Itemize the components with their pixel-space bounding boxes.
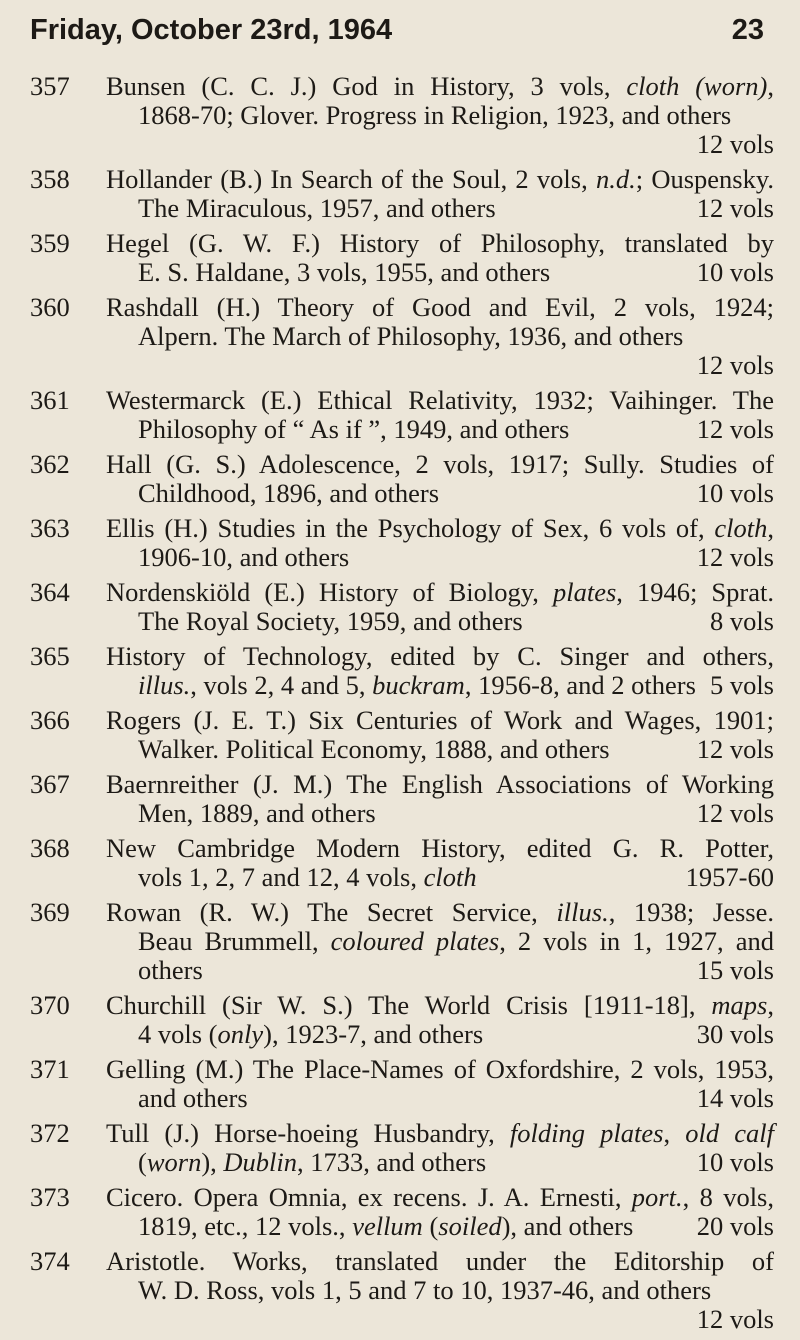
- lot-continuation: Philosophy of “ As if ”, 1949, and others: [138, 414, 570, 444]
- lot-continuation: and others: [138, 1083, 248, 1113]
- lot-line: Ellis (H.) Studies in the Psychology of Sex, 6 vols of, cloth,: [106, 513, 774, 543]
- lot-number: 360: [30, 292, 70, 322]
- lot-description: [106, 1055, 774, 1113]
- lot-number: 363: [30, 513, 70, 543]
- lot-description: [106, 1119, 774, 1177]
- lot-line: 1868-70; Glover. Progress in Religion, 1923, and others: [138, 100, 732, 130]
- lot-number: 361: [30, 385, 70, 415]
- lot-description: [106, 165, 774, 223]
- lot-line: Aristotle. Works, translated under the Editorship of: [106, 1246, 774, 1276]
- lot-line: Baernreither (J. M.) The English Associations of Working: [106, 769, 774, 799]
- lot-line: Cicero. Opera Omnia, ex recens. J. A. Ernesti, port., 8 vols,: [106, 1182, 774, 1212]
- header-date: Friday, October 23rd, 1964: [30, 14, 393, 46]
- lot-line: Alpern. The March of Philosophy, 1936, and others: [138, 321, 684, 351]
- lot-quantity: 1957-60: [685, 862, 774, 892]
- lot-line: Churchill (Sir W. S.) The World Crisis [1911-18], maps,: [106, 990, 774, 1020]
- lot-entry: [30, 898, 774, 985]
- lot-description: [106, 991, 774, 1049]
- lot-quantity: 15 vols: [696, 955, 774, 985]
- lot-continuation: 4 vols (only), 1923-7, and others: [138, 1019, 484, 1049]
- lot-entry: [30, 1055, 774, 1113]
- lot-number: 368: [30, 833, 70, 863]
- lot-line: History of Technology, edited by C. Singer and others,: [106, 641, 774, 671]
- page-number: 23: [731, 14, 764, 46]
- lot-continuation: illus., vols 2, 4 and 5, buckram, 1956-8, and 2 others: [138, 670, 696, 700]
- lot-number: 362: [30, 449, 70, 479]
- lot-quantity: 12 vols: [696, 542, 774, 572]
- lot-list: [30, 72, 774, 1340]
- lot-quantity: 12 vols: [696, 129, 774, 159]
- lot-description: [106, 1183, 774, 1241]
- lot-quantity: 10 vols: [696, 478, 774, 508]
- lot-number: 373: [30, 1182, 70, 1212]
- lot-quantity: 14 vols: [696, 1083, 774, 1113]
- lot-line: Rowan (R. W.) The Secret Service, illus., 1938; Jesse.: [106, 897, 774, 927]
- lot-description: [106, 898, 774, 985]
- lot-number: 370: [30, 990, 70, 1020]
- lot-entry: [30, 450, 774, 508]
- lot-line: Nordenskiöld (E.) History of Biology, plates, 1946; Sprat.: [106, 577, 774, 607]
- lot-line: Rogers (J. E. T.) Six Centuries of Work and Wages, 1901;: [106, 705, 774, 735]
- lot-number: 365: [30, 641, 70, 671]
- lot-quantity: 20 vols: [696, 1211, 774, 1241]
- lot-description: [106, 706, 774, 764]
- lot-number: 364: [30, 577, 70, 607]
- lot-entry: [30, 834, 774, 892]
- lot-continuation: The Royal Society, 1959, and others: [138, 606, 523, 636]
- lot-quantity: 12 vols: [696, 414, 774, 444]
- lot-number: 359: [30, 228, 70, 258]
- lot-quantity: 12 vols: [696, 798, 774, 828]
- lot-entry: [30, 1183, 774, 1241]
- lot-entry: [30, 578, 774, 636]
- lot-entry: [30, 72, 774, 159]
- lot-description: [106, 578, 774, 636]
- lot-continuation: Childhood, 1896, and others: [138, 478, 440, 508]
- lot-continuation: 1819, etc., 12 vols., vellum (soiled), and others: [138, 1211, 634, 1241]
- lot-quantity: 8 vols: [709, 606, 774, 636]
- lot-quantity: 5 vols: [709, 670, 774, 700]
- lot-continuation: vols 1, 2, 7 and 12, 4 vols, cloth: [138, 862, 477, 892]
- lot-quantity: 12 vols: [696, 350, 774, 380]
- lot-number: 357: [30, 71, 70, 101]
- lot-number: 371: [30, 1054, 70, 1084]
- lot-description: [106, 229, 774, 287]
- lot-number: 372: [30, 1118, 70, 1148]
- lot-description: [106, 834, 774, 892]
- lot-line: Hall (G. S.) Adolescence, 2 vols, 1917; Sully. Studies of: [106, 449, 774, 479]
- lot-quantity: 12 vols: [696, 193, 774, 223]
- lot-line: Gelling (M.) The Place-Names of Oxfordshire, 2 vols, 1953,: [106, 1054, 774, 1084]
- lot-number: 369: [30, 897, 70, 927]
- lot-description: [106, 1247, 774, 1334]
- lot-entry: [30, 1119, 774, 1177]
- lot-description: [106, 72, 774, 159]
- lot-continuation: E. S. Haldane, 3 vols, 1955, and others: [138, 257, 551, 287]
- lot-description: [106, 450, 774, 508]
- lot-number: 374: [30, 1246, 70, 1276]
- lot-continuation: 1906-10, and others: [138, 542, 350, 572]
- page-header: [30, 14, 770, 54]
- lot-description: [106, 770, 774, 828]
- lot-continuation: others: [138, 955, 203, 985]
- lot-entry: [30, 1247, 774, 1334]
- lot-number: 366: [30, 705, 70, 735]
- lot-line: Tull (J.) Horse-hoeing Husbandry, folding plates, old calf: [106, 1118, 775, 1148]
- lot-line: W. D. Ross, vols 1, 5 and 7 to 10, 1937-46, and others: [138, 1275, 712, 1305]
- lot-continuation: (worn), Dublin, 1733, and others: [138, 1147, 487, 1177]
- lot-description: [106, 642, 774, 700]
- lot-entry: [30, 991, 774, 1049]
- lot-line: Hollander (B.) In Search of the Soul, 2 vols, n.d.; Ouspensky.: [106, 164, 774, 194]
- lot-continuation: The Miraculous, 1957, and others: [138, 193, 496, 223]
- lot-quantity: 12 vols: [696, 734, 774, 764]
- lot-line: Rashdall (H.) Theory of Good and Evil, 2 vols, 1924;: [106, 292, 774, 322]
- lot-continuation: Walker. Political Economy, 1888, and others: [138, 734, 610, 764]
- lot-number: 367: [30, 769, 70, 799]
- lot-continuation: Men, 1889, and others: [138, 798, 376, 828]
- lot-description: [106, 514, 774, 572]
- lot-line: New Cambridge Modern History, edited G. R. Potter,: [106, 833, 774, 863]
- lot-quantity: 12 vols: [696, 1304, 774, 1334]
- lot-quantity: 10 vols: [696, 257, 774, 287]
- lot-line: Hegel (G. W. F.) History of Philosophy, translated by: [106, 228, 774, 258]
- lot-entry: [30, 165, 774, 223]
- lot-line: Westermarck (E.) Ethical Relativity, 1932; Vaihinger. The: [106, 385, 774, 415]
- lot-entry: [30, 706, 774, 764]
- lot-description: [106, 293, 774, 380]
- lot-quantity: 10 vols: [696, 1147, 774, 1177]
- lot-number: 358: [30, 164, 70, 194]
- lot-entry: [30, 293, 774, 380]
- lot-quantity: 30 vols: [696, 1019, 774, 1049]
- lot-entry: [30, 770, 774, 828]
- lot-line: Beau Brummell, coloured plates, 2 vols in 1, 1927, and: [138, 926, 774, 956]
- lot-description: [106, 386, 774, 444]
- lot-entry: [30, 386, 774, 444]
- lot-entry: [30, 229, 774, 287]
- lot-entry: [30, 514, 774, 572]
- lot-line: Bunsen (C. C. J.) God in History, 3 vols, cloth (worn),: [106, 71, 774, 101]
- lot-entry: [30, 642, 774, 700]
